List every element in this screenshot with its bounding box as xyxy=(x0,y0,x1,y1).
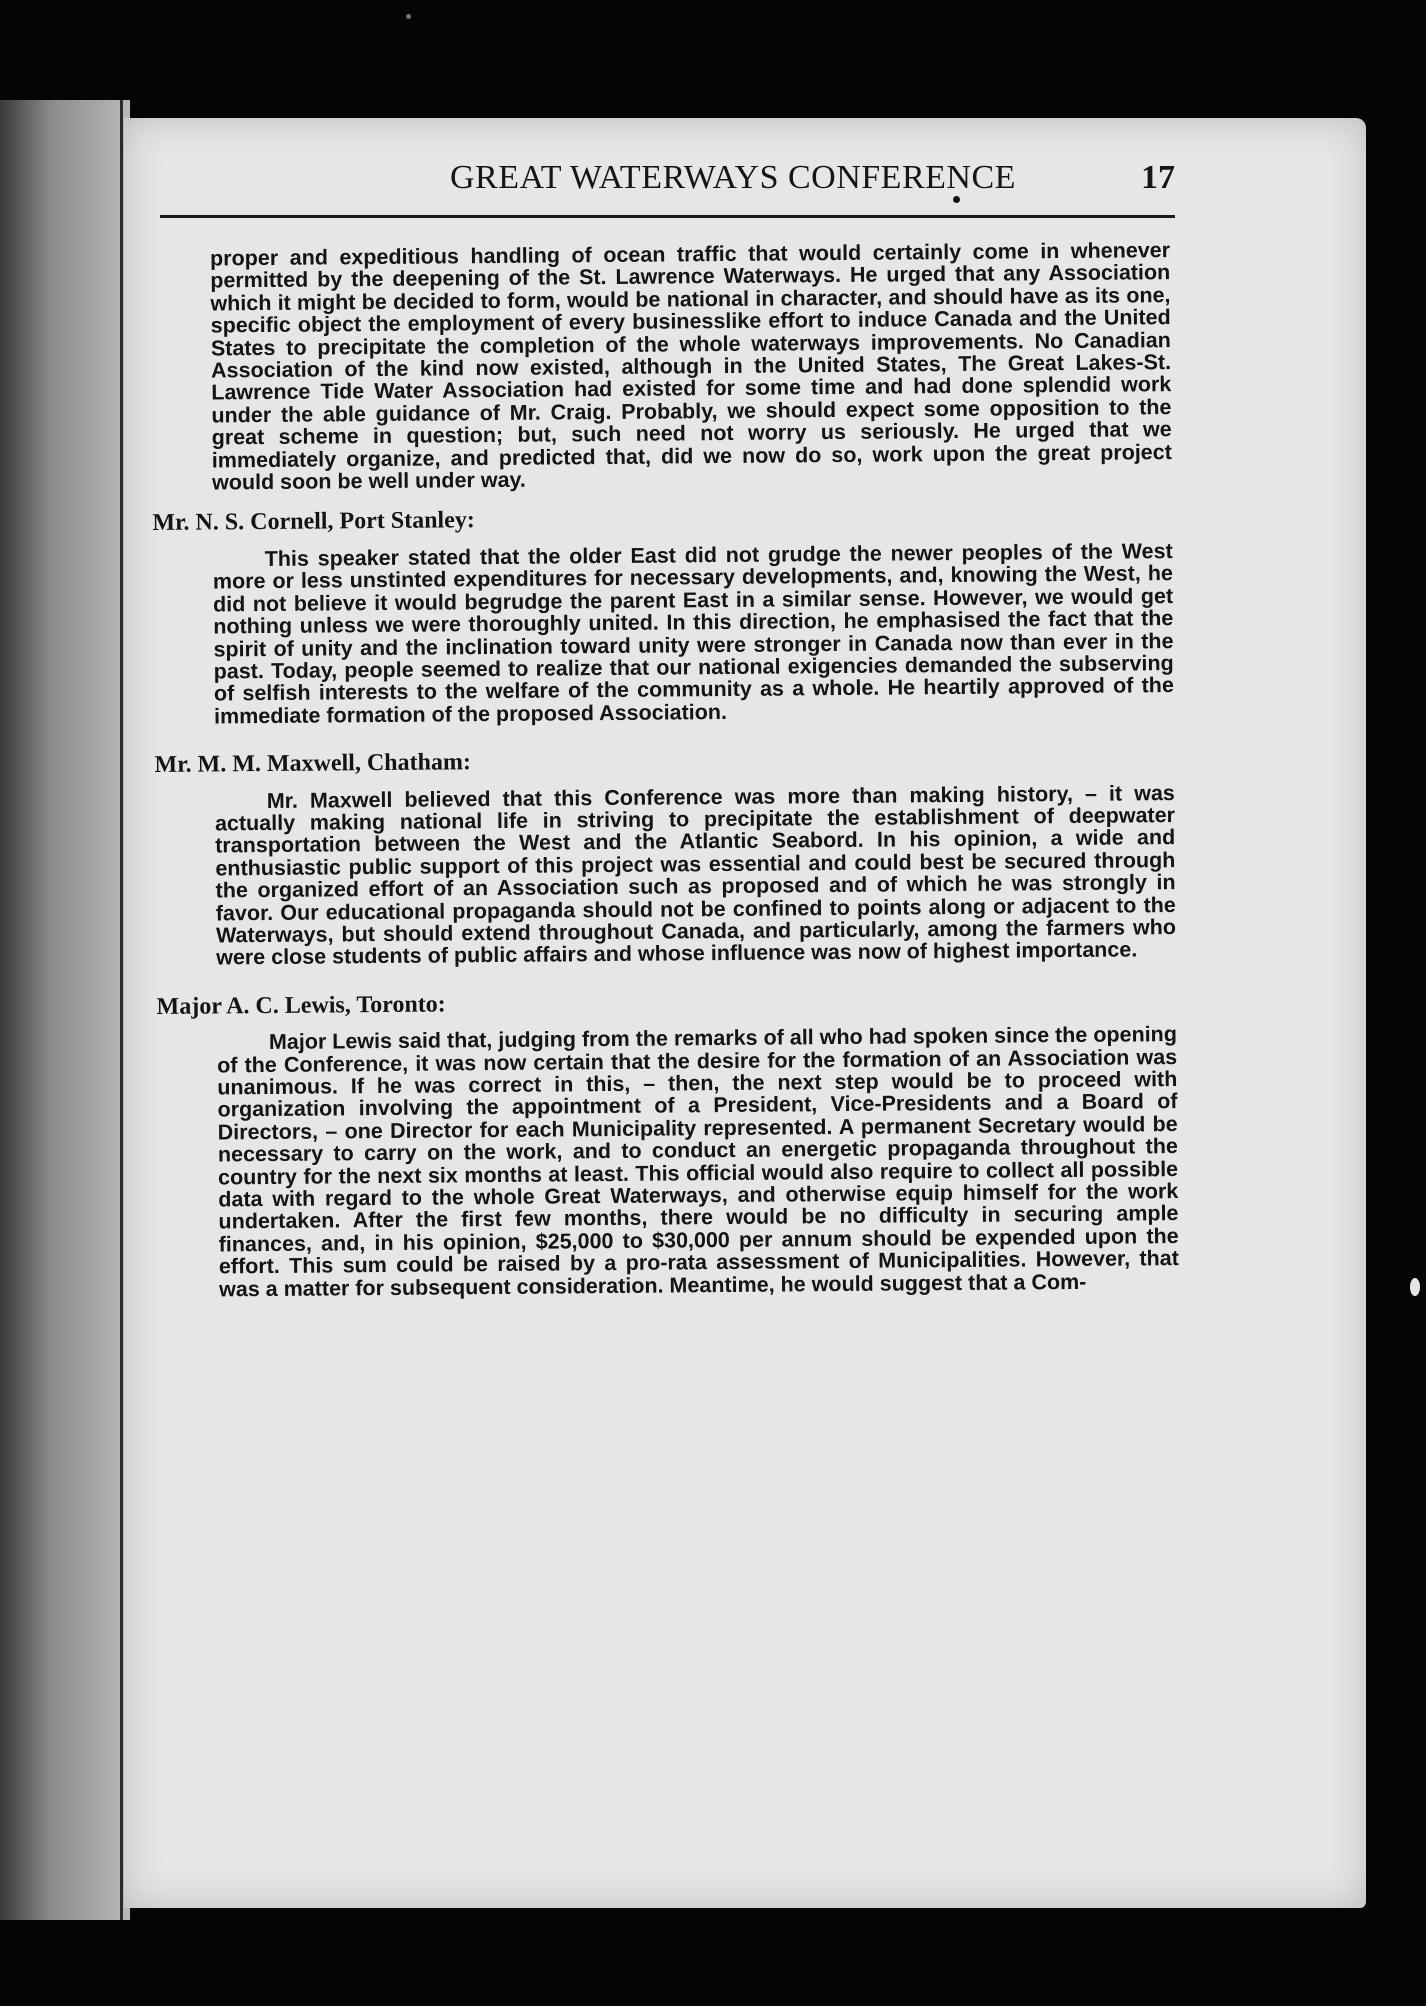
dust-speck xyxy=(1410,1278,1420,1296)
speech-paragraph: This speaker stated that the older East did not grudge the newer peoples of the West more or less unstinted expenditures for necessary developments, and, knowing the West, he did not believe it would begrudge the parent East in a similar sense. However, we would get nothing unless we were thoroughly united. In this direction, he emphasised the fact that the spirit of unity and the inclination toward unity were stronger in Canada now than ever in the past. Today, people seemed to realize that our national exigencies demanded the subserving of selfish interests to the welfare of the community as a whole. He heartily approved of the immediate formation of the proposed Association. xyxy=(212,538,1174,729)
facing-page-edge xyxy=(0,100,130,1920)
dust-speck xyxy=(406,14,411,19)
continued-paragraph: proper and expeditious handling of ocean traffic that would certainly come in whenever permitted by the deepening of the St. Lawrence Waterways. He urged that any Association which it might be decided to form, would be national in character, and should have as its one, specific object the employment of every businesslike effort to induce Canada and the United States to precipitate the completion of the whole waterways improvements. No Canadian Association of the kind now existed, although in the United States, The Great Lakes-St. Lawrence Tide Water Association had existed for some time and had done splendid work under the able guidance of Mr. Craig. Probably, we should expect some opposition to the great scheme in question; but, such need not worry us seriously. He urged that we immediately organize, and predicted that, did we now do so, work upon the great project would soon be well under way. xyxy=(209,238,1172,495)
speaker-heading: Mr. M. M. Maxwell, Chatham: xyxy=(154,749,472,779)
speech-paragraph: Major Lewis said that, judging from the remarks of all who had spoken since the opening of the Conference, it was now certain that the desire for the formation of an Association was unanimous. If he was correct in this, – then, the next step would be to proceed with organization involving the appointment of a President, Vice-Presidents and a Board of Directors, – one Director for each Municipality represented. A permanent Secretary would be necessary to carry on the work, and to conduct an energetic propaganda throughout the country for the next six months at least. This official would also require to collect all possible data with regard to the whole Great Waterways, and otherwise equip himself for the work undertaken. After the first few months, there would be no difficulty in securing ample finances, and, in his opinion, $25,000 to $30,000 per annum should be expended upon the effort. This sum could be raised by a pro-rata assessment of Municipalities. However, that was a matter for subsequent consideration. Meantime, he would suggest that a Com- xyxy=(217,1022,1179,1302)
speaker-heading: Major A. C. Lewis, Toronto: xyxy=(156,991,446,1020)
page-header xyxy=(160,155,1175,218)
running-title: GREAT WATERWAYS CONFERENCE xyxy=(450,159,1016,196)
book-spine xyxy=(120,100,123,1920)
speaker-heading: Mr. N. S. Cornell, Port Stanley: xyxy=(152,507,475,537)
speech-paragraph: Mr. Maxwell believed that this Conference was more than making history, – it was actually making national life in striving to precipitate the establishment of deepwater transportation between the West and the Atlantic Seabord. In his opinion, a wide and enthusiastic public support of this project was essential and could best be secured through the organized effort of an Association such as proposed and of which he was strongly in favor. Our educational propaganda should not be confined to points along or adjacent to the Waterways, but should extend throughout Canada, and particularly, among the farmers who were close students of public affairs and whose influence was now of highest importance. xyxy=(214,780,1177,970)
page-number: 17 xyxy=(1141,159,1175,196)
page-body xyxy=(150,239,1179,1327)
